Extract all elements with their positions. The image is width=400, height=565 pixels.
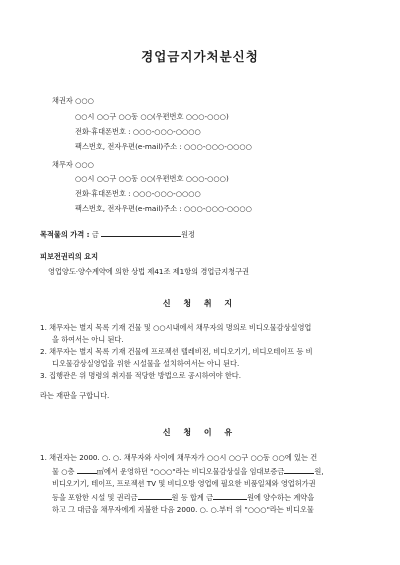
debtor-label: 채무자 ○○○ <box>52 160 94 169</box>
reasons-line-1: 1. 채권자는 2000. ○. ○. 채무자와 사이에 채무자가 ○○시 ○○구 ○○동 ○○에 있는 건 <box>40 453 318 462</box>
deposit-blank <box>284 466 314 474</box>
value-prefix: 금 <box>91 230 99 239</box>
right-label: 피보전권리의 요지 <box>40 252 99 261</box>
document-title: 경업금지가처분신청 <box>141 49 259 64</box>
value-line <box>40 229 195 239</box>
debtor-address: ○○시 ○○구 ○○동 ○○(우편번호 ○○○-○○○) <box>75 174 229 183</box>
purpose-closing: 라는 재판을 구합니다. <box>40 391 110 400</box>
reasons-line-2-part-c: 원, <box>314 467 324 476</box>
value-label: 목적물의 가격 : <box>40 230 90 239</box>
reasons-heading: 신 청 이 유 <box>162 428 238 437</box>
reasons-line-2-part-b: ㎡에서 운영하던 "○○○"라는 비디오물감상실을 임대보증금 <box>96 467 285 476</box>
total-blank <box>213 492 247 500</box>
value-suffix: 원정 <box>181 230 195 239</box>
reasons-line-4-part-a: 등을 포함한 시설 및 권리금 <box>52 493 138 502</box>
purpose-heading: 신 청 취 지 <box>162 299 238 308</box>
reasons-line-2-part-a: 물 ○층 <box>52 467 75 476</box>
area-blank <box>77 466 97 474</box>
right-text: 영업양도·양수계약에 의한 상법 제41조 제1항의 경업금지청구권 <box>48 267 250 276</box>
premium-blank <box>138 492 172 500</box>
purpose-item-2-line-1: 2. 채무자는 별지 목록 기재 건물에 프로젝션 텔레비전, 비디오기기, 비디오테이프 등 비 <box>40 347 313 356</box>
reasons-line-3: 비디오기기, 테이프, 프로젝션 TV 및 비디오방 영업에 필요한 비품일체와 영업허가권 <box>52 479 316 488</box>
debtor-fax: 팩스번호, 전자우편(e-mail)주소 : ○○○-○○○-○○○○ <box>75 204 252 213</box>
reasons-line-4-part-b: 원 등 합계 금 <box>171 493 214 502</box>
creditor-address: ○○시 ○○구 ○○동 ○○(우편번호 ○○○-○○○) <box>75 112 229 121</box>
purpose-item-2-line-2: 디오물감상실영업을 위한 시설물을 설치하여서는 아니 된다. <box>52 359 240 368</box>
debtor-phone: 전화·휴대폰번호 : ○○○-○○○-○○○○ <box>75 189 201 198</box>
purpose-item-3: 3. 집행관은 위 명령의 취지를 적당한 방법으로 공시하여야 한다. <box>40 371 242 380</box>
reasons-line-2 <box>52 466 324 476</box>
creditor-phone: 전화·휴대폰번호 : ○○○-○○○-○○○○ <box>75 127 201 136</box>
value-blank <box>101 229 181 237</box>
purpose-item-1-line-2: 을 하여서는 아니 된다. <box>52 335 124 344</box>
purpose-item-1-line-1: 1. 채무자는 별지 목록 기재 건물 및 ○○시내에서 채무자의 명의로 비디오물감상실영업 <box>40 323 312 332</box>
creditor-fax: 팩스번호, 전자우편(e-mail)주소 : ○○○-○○○-○○○○ <box>75 142 252 151</box>
creditor-label: 채권자 ○○○ <box>52 96 94 105</box>
reasons-line-4-part-c: 원에 양수하는 계약을 <box>247 493 315 502</box>
reasons-line-5: 하고 그 대금을 채무자에게 지불한 다음 2000. ○. ○.부터 위 "○○○"라는 비디오물 <box>52 505 314 514</box>
reasons-line-4 <box>52 492 314 502</box>
